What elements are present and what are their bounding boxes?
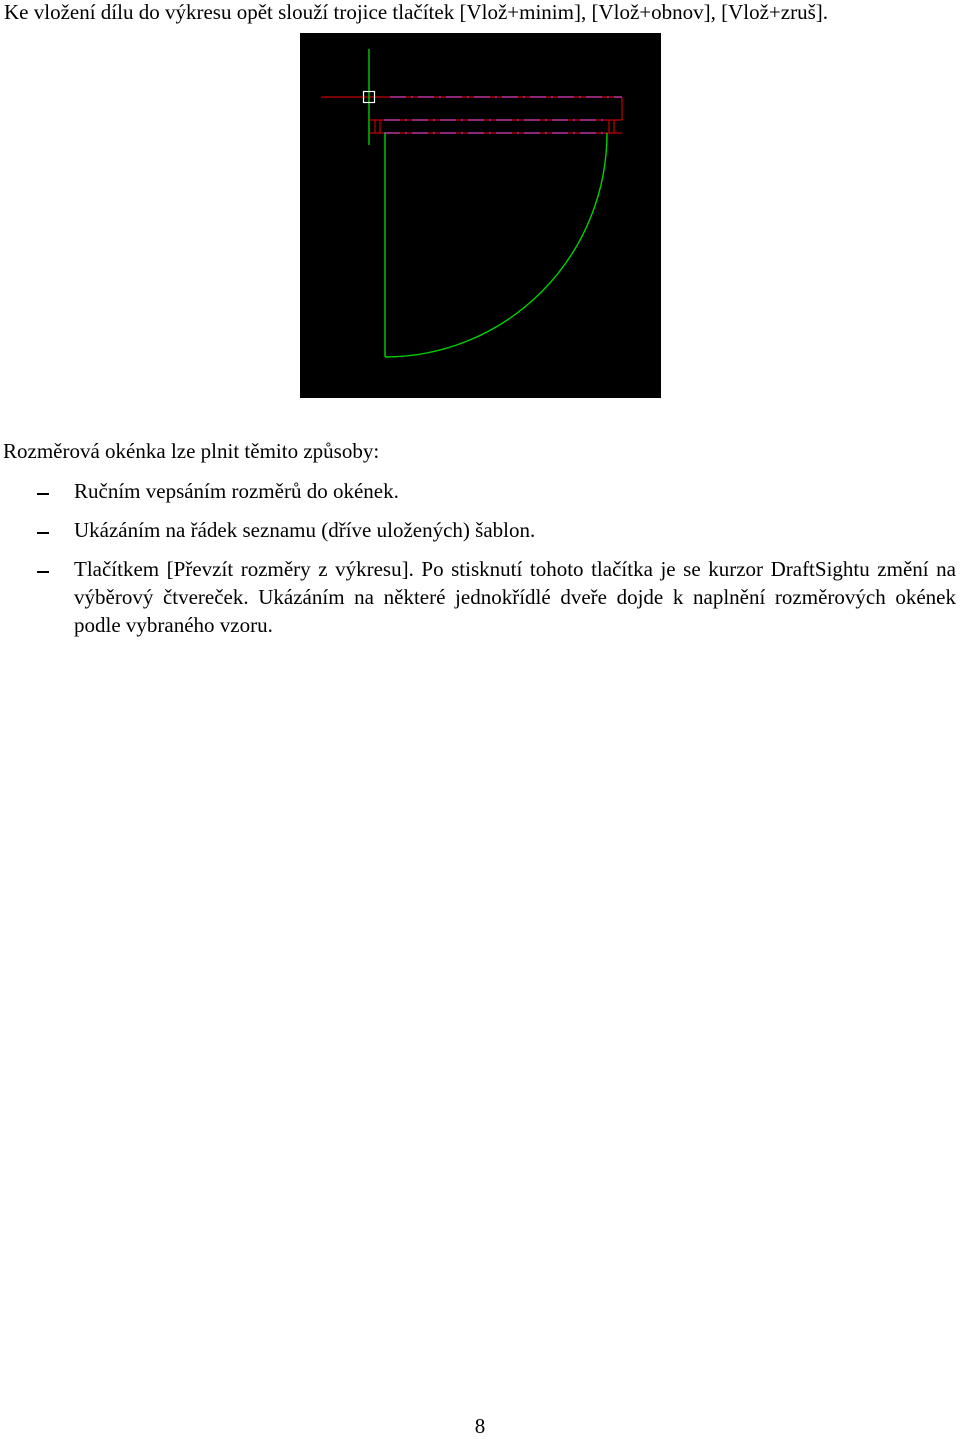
page-number: 8	[474, 1414, 486, 1438]
cad-door-drawing	[300, 33, 661, 398]
axis-lines	[384, 97, 622, 133]
list-item-2: Ukázáním na řádek seznamu (dříve uložených) šablon.	[74, 518, 536, 542]
door-swing-arc	[385, 133, 607, 357]
list-bullet-1	[37, 493, 49, 495]
intro-paragraph: Ke vložení dílu do výkresu opět slouží trojice tlačítek [Vlož+minim], [Vlož+obnov], [Vlož+zruš].	[4, 0, 828, 24]
list-item-1: Ručním vepsáním rozměrů do okének.	[74, 479, 399, 503]
door-drawing-canvas	[300, 33, 661, 398]
list-bullet-3	[37, 571, 49, 573]
list-item-3: Tlačítkem [Převzít rozměry z výkresu]. Po stisknutí tohoto tlačítka je se kurzor DraftSightu změní na výběrový čtvereček. Ukázáním na některé jednokřídlé dveře dojde k naplnění rozměrových okének podle vybraného vzoru.	[74, 557, 956, 637]
door-leaf	[369, 49, 607, 357]
list-bullet-2	[37, 532, 49, 534]
lead-paragraph: Rozměrová okénka lze plnit těmito způsoby:	[3, 439, 380, 463]
